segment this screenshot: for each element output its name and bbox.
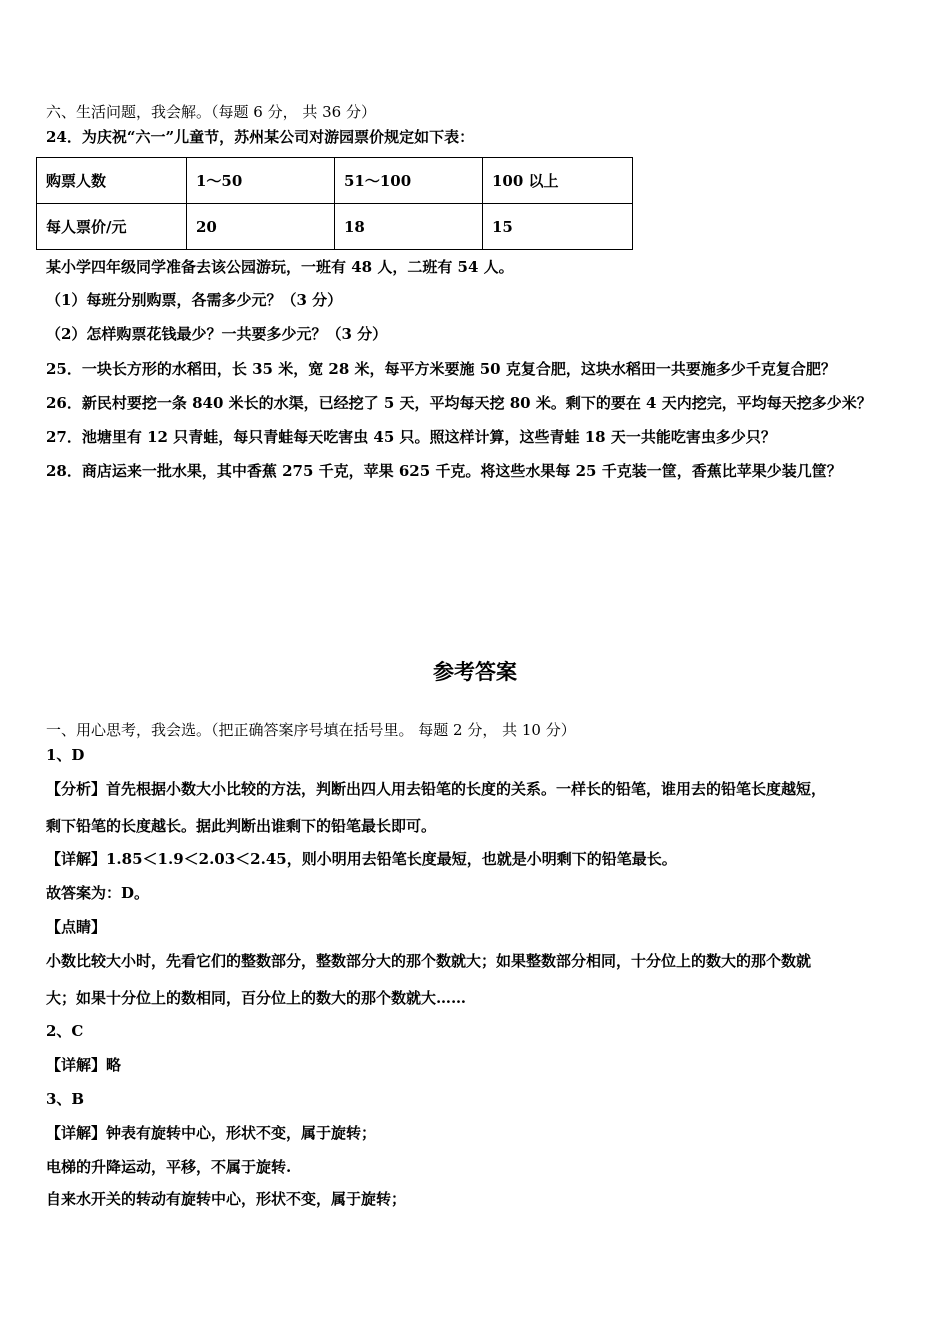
section-6-heading: 六、生活问题，我会解。（每题 6 分， 共 36 分）	[46, 103, 376, 121]
answer-1-point-label: 【点睛】	[46, 918, 107, 936]
answer-1: 1、D	[46, 746, 85, 764]
answer-1-point-text-cont: 大；如果十分位上的数相同，百分位上的数大的那个数就大……	[46, 989, 467, 1007]
table-cell: 15	[483, 204, 633, 250]
answers-title: 参考答案	[433, 660, 517, 684]
table-row	[37, 158, 633, 204]
answer-1-conclusion: 故答案为：D。	[46, 884, 150, 902]
question-24-text: 某小学四年级同学准备去该公园游玩，一班有 48 人，二班有 54 人。	[46, 258, 514, 276]
answer-2-detail: 【详解】略	[46, 1056, 122, 1074]
answers-section-1-heading: 一、用心思考，我会选。（把正确答案序号填在括号里。 每题 2 分， 共 10 分）	[46, 721, 576, 739]
answer-1-analysis-cont: 剩下铅笔的长度越长。据此判断出谁剩下的铅笔最长即可。	[46, 817, 437, 835]
answer-3-detail-2: 电梯的升降运动，平移，不属于旋转.	[46, 1158, 292, 1176]
question-24: 24．为庆祝“六一”儿童节，苏州某公司对游园票价规定如下表：	[46, 128, 475, 146]
question-28: 28．商店运来一批水果，其中香蕉 275 千克，苹果 625 千克。将这些水果每 25 千克装一筐，香蕉比苹果少装几筐？	[46, 462, 842, 480]
table-cell: 18	[335, 204, 483, 250]
table-cell: 每人票价/元	[37, 204, 187, 250]
question-25: 25．一块长方形的水稻田，长 35 米，宽 28 米，每平方米要施 50 克复合肥，这块水稻田一共要施多少千克复合肥？	[46, 360, 836, 378]
question-24-part-1: （1）每班分别购票，各需多少元？（3 分）	[46, 291, 343, 309]
table-cell: 20	[187, 204, 335, 250]
answer-2: 2、C	[46, 1022, 84, 1040]
table-cell: 51～100	[335, 158, 483, 204]
answer-1-point-text: 小数比较大小时，先看它们的整数部分，整数部分大的那个数就大；如果整数部分相同，十分位上的数大的那个数就	[46, 952, 812, 970]
question-24-part-2: （2）怎样购票花钱最少？一共要多少元？（3 分）	[46, 325, 388, 343]
question-27: 27．池塘里有 12 只青蛙，每只青蛙每天吃害虫 45 只。照这样计算，这些青蛙 18 天一共能吃害虫多少只？	[46, 428, 776, 446]
answer-3-detail-1: 【详解】钟表有旋转中心，形状不变，属于旋转；	[46, 1124, 377, 1142]
answer-3: 3、B	[46, 1090, 85, 1108]
table-cell: 购票人数	[37, 158, 187, 204]
table-cell: 1～50	[187, 158, 335, 204]
ticket-price-table	[36, 157, 633, 250]
question-26: 26．新民村要挖一条 840 米长的水渠，已经挖了 5 天，平均每天挖 80 米。剩下的要在 4 天内挖完，平均每天挖多少米？	[46, 394, 872, 412]
table-row	[37, 204, 633, 250]
answer-1-analysis: 【分析】首先根据小数大小比较的方法，判断出四人用去铅笔的长度的关系。一样长的铅笔，谁用去的铅笔长度越短，	[46, 780, 827, 798]
answer-3-detail-3: 自来水开关的转动有旋转中心，形状不变，属于旋转；	[46, 1190, 407, 1208]
table-cell: 100 以上	[483, 158, 633, 204]
answer-1-detail: 【详解】1.85＜1.9＜2.03＜2.45，则小明用去铅笔长度最短，也就是小明剩下的铅笔最长。	[46, 850, 677, 868]
